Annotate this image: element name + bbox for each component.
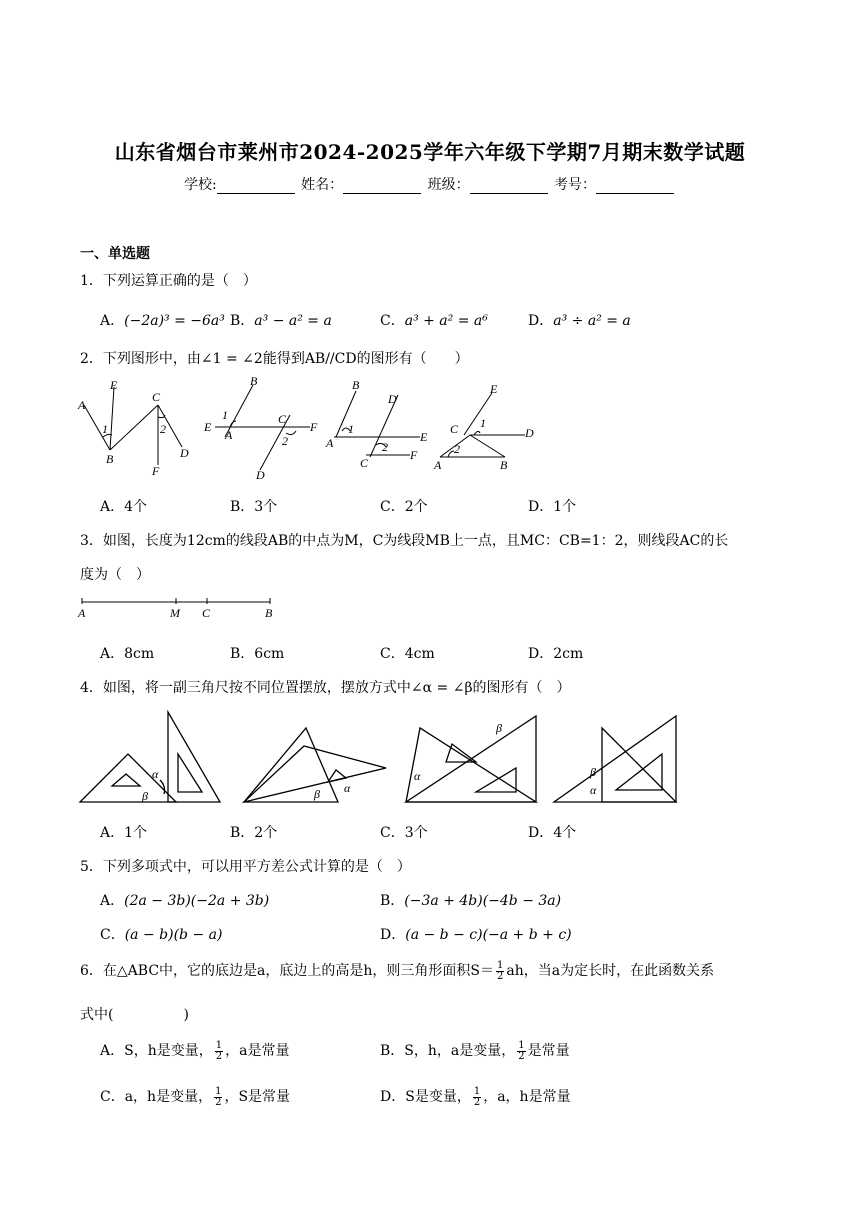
q4-alpha-3: α [414, 769, 421, 783]
q5-stem: 5．下列多项式中，可以用平方差公式计算的是（ ） [80, 859, 411, 875]
svg-text:B: B [500, 458, 508, 472]
q2-stem: 2．下列图形中，由∠1 = ∠2能得到AB//CD的图形有（ ） [80, 351, 469, 367]
q5-d-expr: (a − b − c)(−a + b + c) [405, 927, 572, 943]
q6-a-fraction [215, 1041, 223, 1062]
q1-c-expr: a³ + a² = a⁶ [404, 313, 488, 329]
student-info-line [0, 174, 860, 194]
q3-segment-figure [76, 592, 286, 622]
q6-fraction [496, 961, 504, 982]
q5-option-d[interactable] [380, 924, 572, 944]
q5-b-label: B． [380, 893, 405, 909]
svg-text:E: E [204, 420, 212, 434]
q1-option-c[interactable] [380, 310, 488, 330]
svg-text:1: 1 [480, 416, 486, 430]
svg-text:A: A [225, 428, 233, 442]
q1-a-label: A． [100, 313, 125, 329]
q6-b-den: 2 [518, 1050, 525, 1062]
school-blank[interactable] [217, 179, 295, 194]
q3-stem-line1: 3．如图，长度为12cm的线段AB的中点为M，C为线段MB上一点，且MC：CB=1：2，则线段AC的长 [80, 533, 729, 549]
q4-beta-4: β [590, 765, 596, 779]
q6-b-fraction [517, 1041, 525, 1062]
q1-a-expr: (−2a)³ = −6a³ [124, 313, 225, 329]
q6-c-den: 2 [215, 1096, 222, 1108]
school-label: 学校: [183, 177, 217, 193]
q2-figure-3-labels [325, 378, 428, 470]
q3-option-a[interactable]: A．8cm [100, 646, 155, 662]
q3-option-d[interactable]: D．2cm [528, 646, 584, 662]
q2-option-b[interactable]: B．3个 [230, 499, 278, 515]
svg-text:B: B [250, 375, 258, 388]
q6-a-label: A．S，h是变量， [100, 1043, 213, 1059]
q6-b-tail: 是常量 [527, 1043, 570, 1059]
exam-no-label: 考号： [554, 177, 597, 193]
q3-label-c: C [202, 606, 211, 620]
q1-d-expr: a³ ÷ a² = a [553, 313, 631, 329]
section-heading: 一、单选题 [80, 246, 150, 262]
q3-segment [82, 598, 270, 604]
q6-b-num: 1 [518, 1039, 525, 1051]
q1-option-b[interactable] [230, 310, 332, 330]
q4-beta-3: β [496, 721, 502, 735]
q5-option-a[interactable] [100, 890, 269, 910]
svg-text:C: C [152, 390, 161, 404]
svg-text:1: 1 [102, 422, 108, 436]
svg-text:D: D [180, 446, 189, 460]
svg-text:A: A [434, 458, 442, 472]
q5-option-b[interactable] [380, 890, 561, 910]
q6-a-num: 1 [215, 1039, 223, 1051]
q6-frac-den: 2 [497, 970, 504, 982]
q5-b-expr: (−3a + 4b)(−4b − 3a) [404, 893, 562, 909]
page-title: 山东省烟台市莱州市2024-2025学年六年级下学期7月期末数学试题 [114, 140, 746, 164]
q4-alpha-1: α [152, 767, 159, 781]
svg-text:D: D [388, 392, 397, 406]
q2-option-a[interactable]: A．4个 [100, 499, 148, 515]
q1-stem: 1．下列运算正确的是（ ） [80, 273, 257, 289]
q6-d-den: 2 [473, 1096, 481, 1108]
q6-c-num: 1 [215, 1085, 222, 1097]
q6-option-c[interactable] [100, 1086, 290, 1108]
svg-text:1: 1 [222, 408, 228, 422]
q4-option-d[interactable]: D．4个 [528, 825, 577, 841]
q6-option-a[interactable] [100, 1040, 289, 1062]
q2-option-c[interactable]: C．2个 [380, 499, 428, 515]
q6-stem-line1 [80, 960, 714, 982]
svg-text:F: F [410, 448, 418, 462]
q6-a-den: 2 [215, 1050, 223, 1062]
svg-text:F: F [310, 420, 318, 434]
q3-label-a: A [78, 606, 86, 620]
q6-stem-line2: 式中( ) [80, 1007, 189, 1023]
svg-text:2: 2 [282, 434, 288, 448]
svg-text:D: D [525, 426, 534, 440]
q3-stem-line2: 度为（ ） [80, 567, 150, 583]
q6-d-fraction [473, 1087, 481, 1108]
name-label: 姓名： [301, 177, 344, 193]
q6-stem-b: ah，当a为定长时，在此函数关系 [506, 963, 715, 979]
q3-label-m: M [170, 606, 180, 620]
svg-text:2: 2 [160, 422, 166, 436]
class-label: 班级： [427, 177, 470, 193]
q4-figures [76, 706, 860, 806]
q1-b-label: B． [230, 313, 255, 329]
q4-stem: 4．如图，将一副三角尺按不同位置摆放，摆放方式中∠α = ∠β的图形有（ ） [80, 680, 571, 696]
q1-option-a[interactable] [100, 310, 225, 330]
q4-alpha-2: α [344, 781, 351, 795]
q4-figure-4 [554, 716, 676, 802]
q6-stem-a: 6．在△ABC中，它的底边是a，底边上的高是h，则三角形面积S＝ [80, 963, 494, 979]
q6-frac-num: 1 [497, 959, 504, 971]
q4-option-c[interactable]: C．3个 [380, 825, 428, 841]
q6-option-b[interactable] [380, 1040, 570, 1062]
q1-c-label: C． [380, 313, 405, 329]
q4-beta-2: β [314, 787, 320, 801]
q3-label-b: B [265, 606, 273, 620]
svg-text:D: D [256, 468, 265, 482]
q2-figure-1 [84, 387, 182, 465]
q5-a-expr: (2a − 3b)(−2a + 3b) [124, 893, 270, 909]
q6-d-tail: ，a，h是常量 [483, 1089, 571, 1105]
q6-c-label: C．a，h是变量， [100, 1089, 213, 1105]
q6-c-fraction [214, 1087, 222, 1108]
svg-text:2: 2 [382, 440, 388, 454]
svg-text:1: 1 [348, 422, 354, 436]
svg-text:F: F [152, 464, 160, 478]
exam-no-blank[interactable] [596, 179, 674, 194]
q2-figures [70, 375, 550, 485]
q6-d-num: 1 [473, 1085, 481, 1097]
q5-a-label: A． [100, 893, 125, 909]
q5-option-c[interactable] [100, 924, 222, 944]
q6-a-tail: ，a是常量 [225, 1043, 290, 1059]
q5-c-label: C． [100, 927, 125, 943]
svg-text:A: A [326, 436, 334, 450]
class-blank[interactable] [470, 179, 548, 194]
q3-option-c[interactable]: C．4cm [380, 646, 435, 662]
q4-option-b[interactable]: B．2个 [230, 825, 278, 841]
q1-b-expr: a³ − a² = a [254, 313, 332, 329]
svg-text:E: E [420, 430, 428, 444]
q2-figure-2-labels [203, 375, 318, 482]
q4-alpha-4: α [590, 783, 597, 797]
svg-text:C: C [360, 456, 369, 470]
q2-figure-4-labels [433, 382, 534, 472]
q6-option-d[interactable] [380, 1086, 571, 1108]
svg-text:B: B [106, 452, 114, 466]
q4-figure-1 [80, 712, 220, 802]
svg-text:A: A [78, 398, 86, 412]
q1-option-d[interactable] [528, 310, 631, 330]
q4-figure-3 [406, 716, 536, 802]
q4-option-a[interactable]: A．1个 [100, 825, 148, 841]
name-blank[interactable] [343, 179, 421, 194]
q1-d-label: D． [528, 313, 554, 329]
svg-text:E: E [110, 378, 118, 392]
q2-option-d[interactable]: D．1个 [528, 499, 577, 515]
q5-c-expr: (a − b)(b − a) [124, 927, 223, 943]
svg-text:C: C [278, 412, 287, 426]
q5-d-label: D． [380, 927, 406, 943]
svg-text:E: E [490, 382, 498, 396]
svg-text:2: 2 [454, 442, 460, 456]
q2-figure-3 [334, 391, 420, 457]
q6-c-tail: ，S是常量 [224, 1089, 291, 1105]
q3-option-b[interactable]: B．6cm [230, 646, 285, 662]
q4-beta-1: β [142, 789, 148, 803]
q6-b-label: B．S，h，a是变量， [380, 1043, 516, 1059]
q6-d-label: D．S是变量， [380, 1089, 471, 1105]
svg-text:C: C [450, 422, 459, 436]
svg-text:B: B [352, 378, 360, 392]
